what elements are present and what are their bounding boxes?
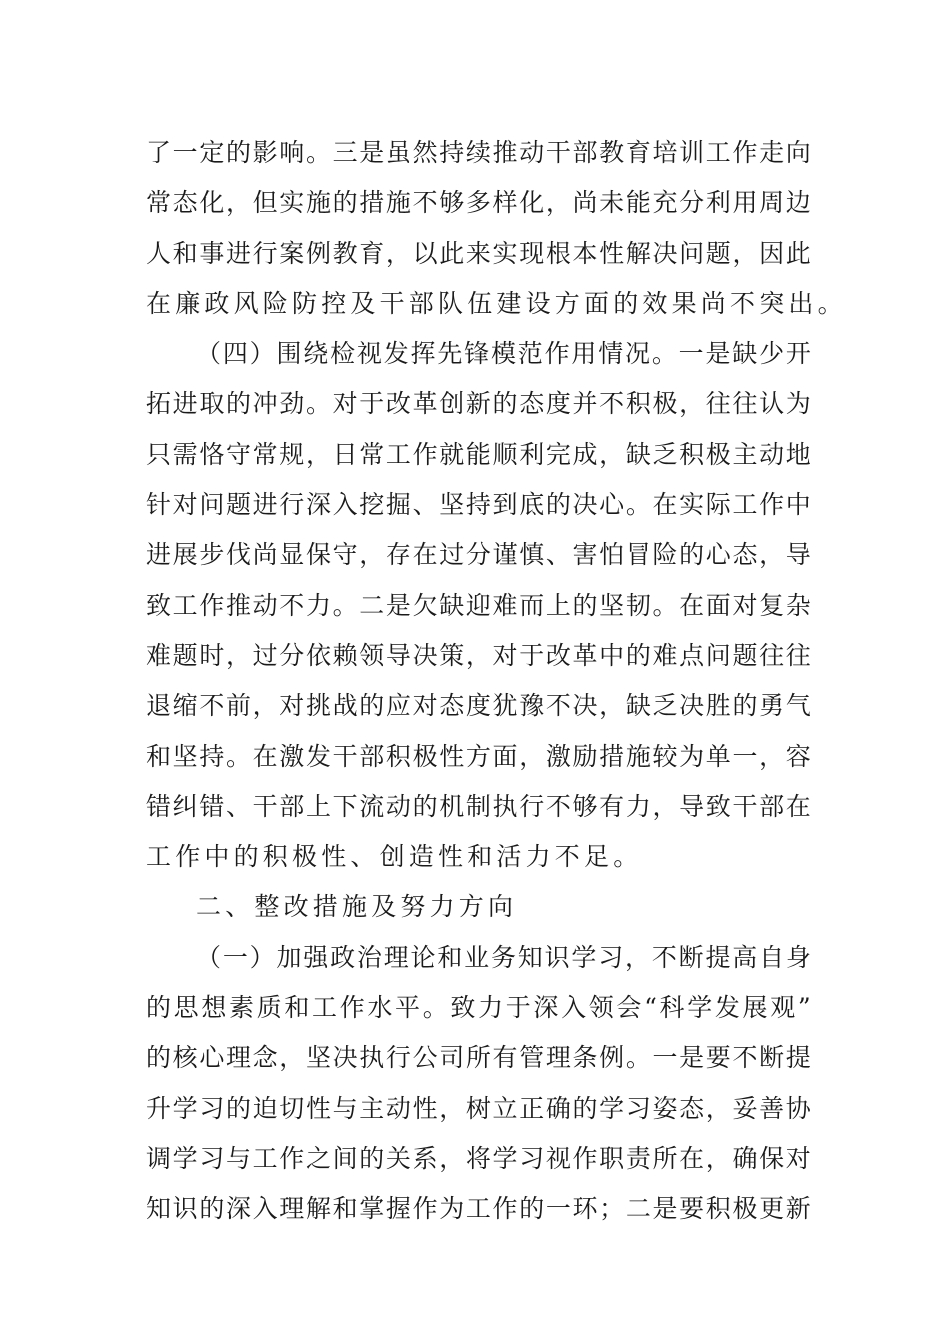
text-line: 常 态 化 ， 但 实 施 的 措 施 不 够 多 样 化 ， 尚 未 能 充 分 利 用 周 边 <box>146 188 811 218</box>
text-line: 在廉政风险防控及干部队伍建设方面的效果尚不突出。 <box>146 288 847 318</box>
text-line: 只 需 恪 守 常 规 ， 日 常 工 作 就 能 顺 利 完 成 ， 缺 乏 积 极 主 动 地 <box>146 439 811 469</box>
text-line: 难 题 时 ， 过 分 依 赖 领 导 决 策 ， 对 于 改 革 中 的 难 点 问 题 往 往 <box>146 640 811 670</box>
text-line: 的 核 心 理 念 ， 坚 决 执 行 公 司 所 有 管 理 条 例 。 一 是 要 不 断 提 <box>146 1043 811 1073</box>
text-line: 进 展 步 伐 尚 显 保 守 ， 存 在 过 分 谨 慎 、 害 怕 冒 险 的 心 态 ， 导 <box>146 540 811 570</box>
text-line: 退 缩 不 前 ， 对 挑 战 的 应 对 态 度 犹 豫 不 决 ， 缺 乏 决 胜 的 勇 气 <box>146 691 811 721</box>
text-line: 工作中的积极性、创造性和活力不足。 <box>146 842 643 872</box>
text-line: 升 学 习 的 迫 切 性 与 主 动 性 ， 树 立 正 确 的 学 习 姿 态 ， 妥 善 协 <box>146 1093 811 1123</box>
text-line: 错 纠 错 、 干 部 上 下 流 动 的 机 制 执 行 不 够 有 力 ， 导 致 干 部 在 <box>146 791 811 821</box>
section-heading: 二、整改措施及努力方向 <box>196 892 518 922</box>
text-line: 致 工 作 推 动 不 力 。 二 是 欠 缺 迎 难 而 上 的 坚 韧 。 在 面 对 复 杂 <box>146 590 811 620</box>
text-line: 了 一 定 的 影 响 。 三 是 虽 然 持 续 推 动 干 部 教 育 培 训 工 作 走 向 <box>146 138 811 167</box>
text-line: 调 学 习 与 工 作 之 间 的 关 系 ， 将 学 习 视 作 职 责 所 在 ， 确 保 对 <box>146 1143 811 1173</box>
text-line: 知 识 的 深 入 理 解 和 掌 握 作 为 工 作 的 一 环 ； 二 是 要 积 极 更 新 <box>146 1194 811 1224</box>
document-body <box>146 128 847 1235</box>
text-line: 人 和 事 进 行 案 例 教 育 ， 以 此 来 实 现 根 本 性 解 决 问 题 ， 因 此 <box>146 238 811 268</box>
text-line: （ 一 ） 加 强 政 治 理 论 和 业 务 知 识 学 习 ， 不 断 提 高 自 身 <box>196 942 811 972</box>
text-line: 针 对 问 题 进 行 深 入 挖 掘 、 坚 持 到 底 的 决 心 。 在 实 际 工 作 中 <box>146 490 811 520</box>
text-line: 拓 进 取 的 冲 劲 。 对 于 改 革 创 新 的 态 度 并 不 积 极 ， 往 往 认 为 <box>146 389 811 419</box>
text-line: （ 四 ） 围 绕 检 视 发 挥 先 锋 模 范 作 用 情 况 。 一 是 缺 少 开 <box>196 339 811 369</box>
text-line: 的 思 想 素 质 和 工 作 水 平 。 致 力 于 深 入 领 会 “ 科 学 发 展 观 ” <box>146 993 811 1023</box>
text-line: 和 坚 持 。 在 激 发 干 部 积 极 性 方 面 ， 激 励 措 施 较 为 单 一 ， 容 <box>146 741 811 771</box>
